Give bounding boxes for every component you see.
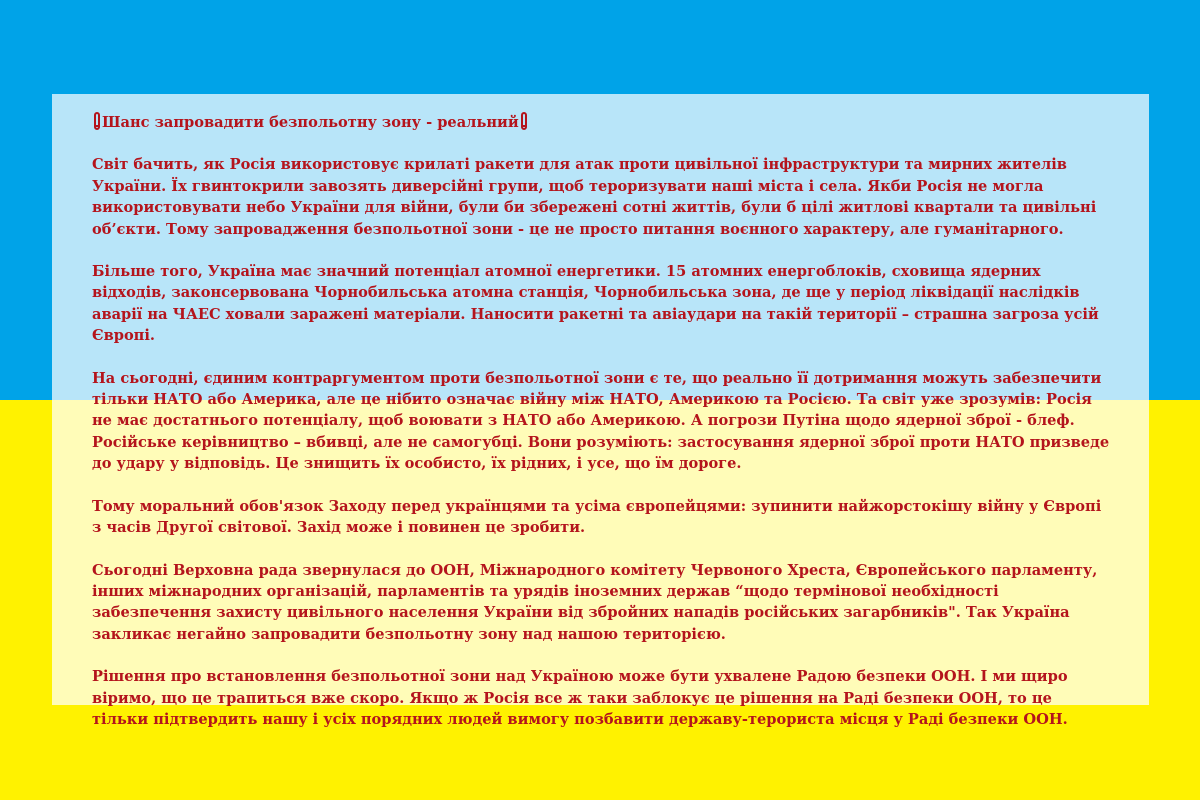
exclamation-icon (94, 112, 100, 130)
paragraph: Тому моральний обов'язок Заходу перед українцями та усіма європейцями: зупинити найжорстокішу війну у Європі з часів Другої світової. Захід може і повинен це зробити. (92, 497, 1102, 537)
article-body (92, 112, 1112, 730)
paragraph: На сьогодні, єдиним контраргументом проти безпольотної зони є те, що реально її дотримання можуть забезпечити тільки НАТО або Америка, але це нібито означає війну між НАТО, Америкою та Росією. Та світ уже зрозумів: Росія не має достатнього потенціалу, щоб воювати з НАТО або Америкою. А погрози Путіна щодо ядерної зброї - блеф. Російське керівництво – вбивці, але не самогубці. Вони розуміють: застосування ядерної зброї проти НАТО призведе до удару у відповідь. Це знищить їх особисто, їх рідних, і усе, що їм дороге. (92, 369, 1110, 473)
article-title-text: Шанс запровадити безпольотну зону - реальний (102, 114, 519, 131)
paragraph: Рішення про встановлення безпольотної зони над Україною може бути ухвалене Радою безпеки ООН. І ми щиро віримо, що це трапиться вже скоро. Якщо ж Росія все ж таки заблокує це рішення на Раді безпеки ООН, то це тільки підтвердить нашу і усіх порядних людей вимогу позбавити державу-терориста місця у Раді безпеки ООН. (92, 668, 1068, 728)
paragraph: Більше того, Україна має значний потенціал атомної енергетики. 15 атомних енергоблоків, сховища ядерних відходів, законсервована Чорнобильська атомна станція, Чорнобильська зона, де ще у період ліквідації наслідків аварії на ЧАЕС ховали заражені матеріали. Наносити ракетні та авіаудари на такій території – страшна загроза усій Європі. (92, 263, 1099, 345)
exclamation-icon (521, 112, 527, 130)
paragraph: Світ бачить, як Росія використовує крилаті ракети для атак проти цивільної інфраструктури та мирних жителів України. Їх гвинтокрили завозять диверсійні групи, щоб тероризувати наші міста і села. Якби Росія не могла використовувати небо України для війни, були би збережені сотні життів, були б цілі житлові квартали та цивільні об’єкти. Тому запровадження безпольотної зони - це не просто питання воєнного характеру, але гуманітарного. (92, 156, 1097, 238)
paragraph: Сьогодні Верховна рада звернулася до ООН, Міжнародного комітету Червоного Хреста, Європейського парламенту, інших міжнародних організацій, парламентів та урядів іноземних держав “щодо термінової необхідності забезпечення захисту цивільного населення України від збройних нападів російських загарбників". Так Україна закликає негайно запровадити безпольотну зону над нашою територією. (92, 561, 1098, 643)
article-title (92, 112, 1112, 133)
